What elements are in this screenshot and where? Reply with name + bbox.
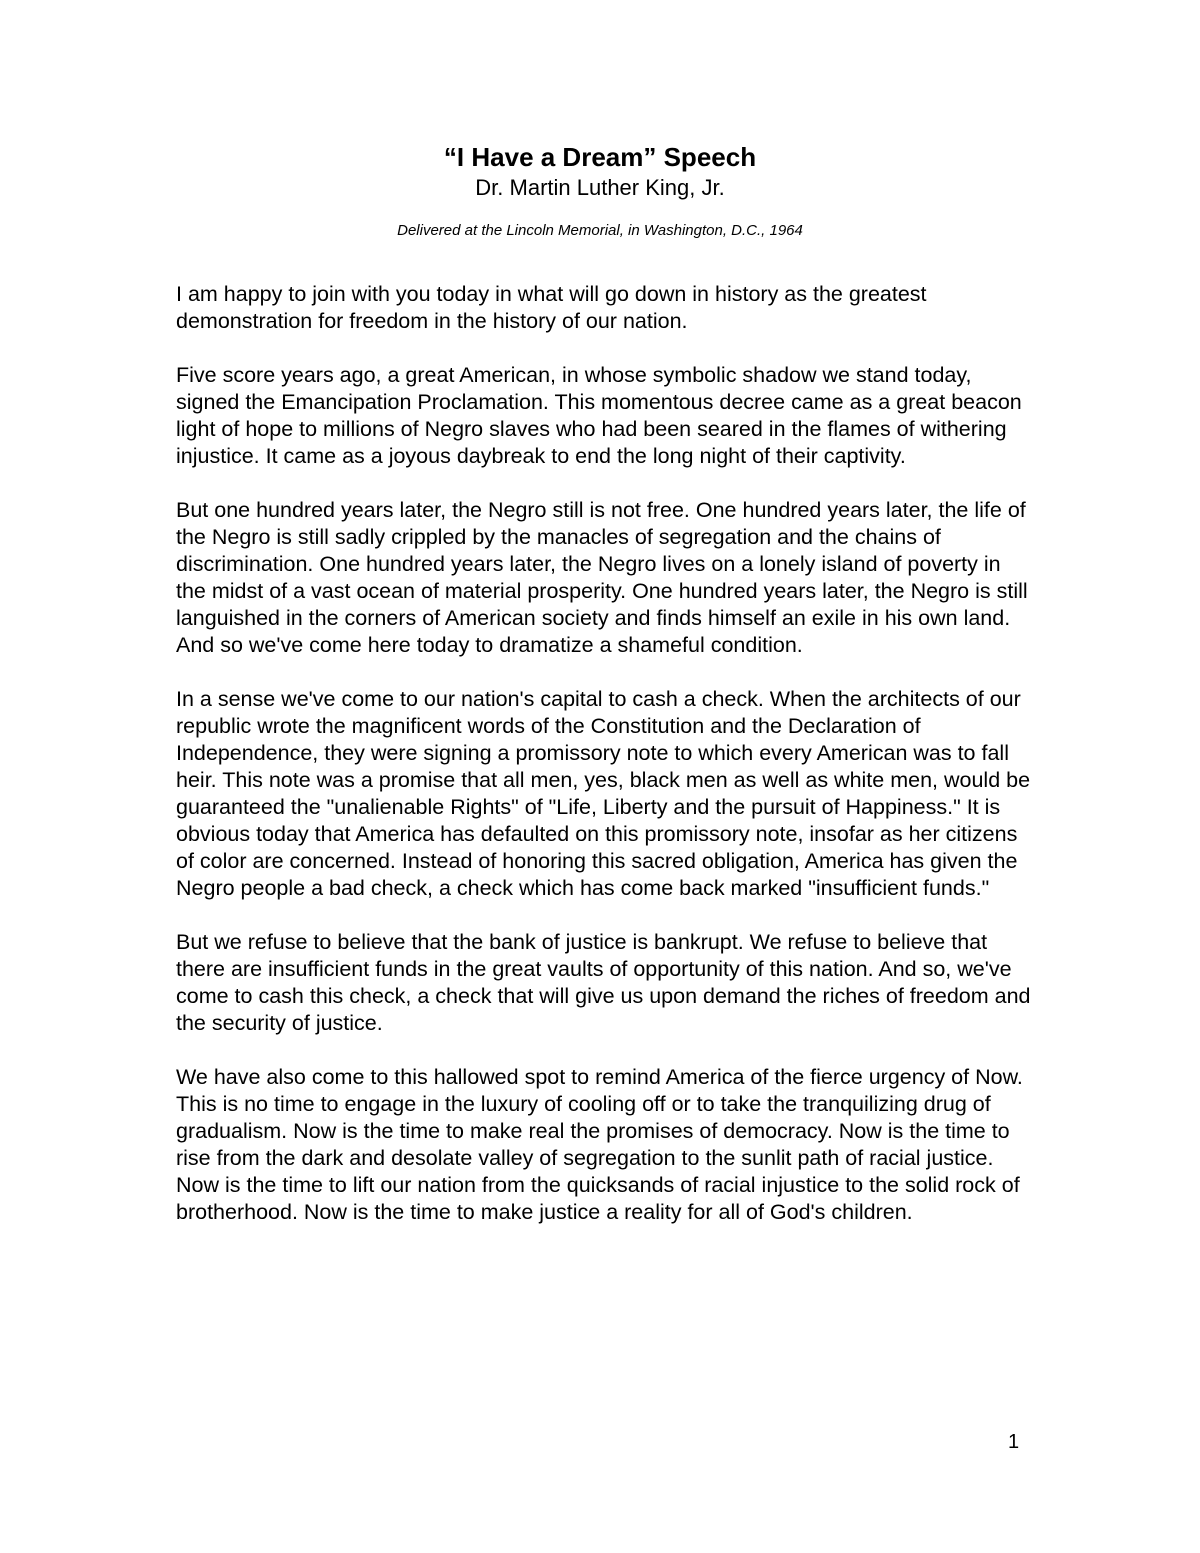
paragraph: I am happy to join with you today in what will go down in history as the greatest demonstration for freedom in the history of our nation. <box>176 282 927 333</box>
paragraph: But one hundred years later, the Negro still is not free. One hundred years later, the life of the Negro is still sadly crippled by the manacles of segregation and the chains of discrimination. One hundred years later, the Negro lives on a lonely island of poverty in the midst of a vast ocean of material prosperity. One hundred years later, the Negro is still languished in the corners of American society and finds himself an exile in his own land. And so we've come here today to dramatize a shameful condition. <box>176 498 1028 657</box>
page-number: 1 <box>1008 1431 1020 1453</box>
document-author: Dr. Martin Luther King, Jr. <box>475 175 725 200</box>
paragraph: We have also come to this hallowed spot to remind America of the fierce urgency of Now. This is no time to engage in the luxury of cooling off or to take the tranquilizing drug of gradualism. Now is the time to make real the promises of democracy. Now is the time to rise from the dark and desolate valley of segregation to the sunlit path of racial justice. Now is the time to lift our nation from the quicksands of racial injustice to the solid rock of brotherhood. Now is the time to make justice a reality for all of God's children. <box>176 1065 1023 1224</box>
document-title: “I Have a Dream” Speech <box>443 142 757 172</box>
paragraph: In a sense we've come to our nation's capital to cash a check. When the architects of our republic wrote the magnificent words of the Constitution and the Declaration of Independence, they were signing a promissory note to which every American was to fall heir. This note was a promise that all men, yes, black men as well as white men, would be guaranteed the "unalienable Rights" of "Life, Liberty and the pursuit of Happiness." It is obvious today that America has defaulted on this promissory note, insofar as her citizens of color are concerned. Instead of honoring this sacred obligation, America has given the Negro people a bad check, a check which has come back marked "insufficient funds." <box>176 687 1031 900</box>
paragraph: But we refuse to believe that the bank of justice is bankrupt. We refuse to believe that there are insufficient funds in the great vaults of opportunity of this nation. And so, we've come to cash this check, a check that will give us upon demand the riches of freedom and the security of justice. <box>176 930 1031 1035</box>
speech-body <box>176 281 1036 1253</box>
document-header <box>0 142 1200 241</box>
paragraph: Five score years ago, a great American, in whose symbolic shadow we stand today, signed the Emancipation Proclamation. This momentous decree came as a great beacon light of hope to millions of Negro slaves who had been seared in the flames of withering injustice. It came as a joyous daybreak to end the long night of their captivity. <box>176 363 1022 468</box>
delivery-note: Delivered at the Lincoln Memorial, in Washington, D.C., 1964 <box>397 222 803 239</box>
